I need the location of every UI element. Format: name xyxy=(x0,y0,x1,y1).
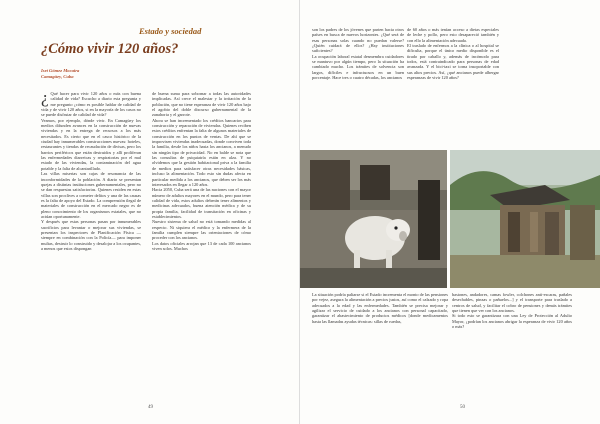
text-column-3 xyxy=(312,27,404,147)
text-column-1 xyxy=(41,91,141,409)
text-column-6 xyxy=(312,292,448,414)
paragraph: de buena suma para sobornar a todas las autoridades implicadas. Así crece el malestar y la irritación de la población, que no tiene esperanza de vivir 120 años bajo el agobio del doble discurso gubernamental de la zanahoria y el garrote. xyxy=(152,91,251,118)
paragraph: La ocupación laboral estatal desmembra cuidadores se mantuvo por algún tiempo, pero la situación ha cambiado mucho. Los trámites de solvencia son largos, difíciles e infructuosos en un buen porcentaje. Hace tres o cuatro décadas, los ancianos xyxy=(312,53,404,81)
paragraph: Qué hacer para vivir 120 años o más con buena calidad de vida? Escucho a diario esta pregunta y me pregunto ¿cómo es posible hablar de calidad de vida y de vivir 120 años, si en la mayoría de los casos no se puede disfrutar de calidad de vida? xyxy=(41,91,141,118)
paragraph: Nuestro sistema de salud no está tomando medidas al respecto. Ni siquiera el médico y la enfermera de la familia cumplen siempre las orientaciones de cómo proceder con los ancianos. xyxy=(152,219,251,241)
text-column-7 xyxy=(452,292,572,414)
drop-cap: ¿ xyxy=(41,91,49,107)
photo-dog-on-porch xyxy=(300,150,447,288)
page-number-left: 49 xyxy=(148,405,153,410)
paragraph: bastones, andadores, camas fowler, colchones anti-escaras, pañales desechables, pinzas o pañuelos...] y el transporte para traslado a centros de salud, y facilitar el cobro de pensiones y demás trámites que tienen que ver con los ancianos. xyxy=(452,292,572,314)
author-name: Iset Gómez Mocaira xyxy=(41,68,80,73)
paragraph: El traslado de enfermos a la clínica o al hospital se dificulta, porque el único medio disponible es el tirado por caballo y, además de incómodo para todos, está contraindicado para personas de edad avanzada. Y el bici-taxi se torna insoportable con sus altos precios. Así, ¿qué ancianos puede albergar esperanzas de vivir 120 años? xyxy=(407,43,499,81)
paragraph: Si todo esto se garantizara con una Ley de Protección al Adulto Mayor, ¿podrían los ancianos abrigar la esperanza de vivir 120 años o más? xyxy=(452,313,572,330)
paragraph: Las villas miserias son cajas de resonancia de las inconformidades de la población. A diario se presentan quejas a distintas instituciones gubernamentales, pero no se dan respuestas satisfactorias. Quienes residen en estas villas son proclives a cometer delitos y una de las causas es la falta de apoyo del Estado. La comprensión ilegal de materiales de construcción en el mercado negro es de pleno conocimiento de los organismos estatales, que no actúan oportunamente. xyxy=(41,171,141,219)
text-column-4 xyxy=(407,27,499,147)
paragraph: Y después que estas personas pasan por innumerables sacrificios para levantar o mejorar sus viviendas, se presentan los inspectores de Planificación Física —siempre en combinación con la Policía— para imponer multas, destruir lo construido y desalojar a los ocupantes, a menos que estos dispongan xyxy=(41,219,141,251)
paragraph: Ahora se han incrementado los créditos bancarios para construcción y reparación de viviendas. Quienes reciben estos créditos enfrentan la falta de algunos materiales de construcción en los puntos de ventas. De ahí que se improvisen viviendas inadecuadas, donde conviven toda la familia, desde los niños hasta los ancianos, a menudo sin ningún tipo de privacidad. No en balde se nota que las consultas de psiquiatría están en alza. Y no olvidemos que la gestión habitacional priva a la familia de medios para satisfacer otras necesidades básicas, incluso la alimentación. Todo esto sin dudas afecta en particular medida a los ancianos, que deben ser los más interesados en llegar a 120 años. xyxy=(152,117,251,187)
paragraph: La situación podría paliarse si el Estado incrementa el monto de las pensiones por vejez, asegura la alimentación a precios justos, así como el calzado y ropa adecuados a la edad y las enfermedades. También se precisa mejorar y agilizar el servicio de cuidado a los ancianos con personal capacitado, garantizar el abastecimiento de productos médicos [donde medicamentos hasta las llamadas ayudas técnicas: sillas de ruedas, xyxy=(312,292,448,324)
page-number-right: 50 xyxy=(460,405,465,410)
right-page xyxy=(300,0,600,424)
text-column-2 xyxy=(152,91,251,409)
author-byline xyxy=(41,68,79,80)
author-place: Camagüey, Cuba xyxy=(41,74,74,79)
paragraph: de 60 años o más tenían acceso a dietas especiales de leche y pollo, pero esto desapareció también y con ello la alimentación adecuada. xyxy=(407,27,499,43)
paragraph: Hacia 2050, Cuba será una de las naciones con el mayor número de adultos mayores en el mundo, pero para tener calidad de vida, estos adultos deberán tener alimentos y medicinas adecuados, buena atención médica y de su propia familia, facilidad de transitación en oficinas y establecimientos. xyxy=(152,187,251,219)
paragraph: Veamos, por ejemplo, dónde vivir. En Camagüey los medios difunden avances en la construcción de nuevas viviendas y en la entrega de recursos a los más necesitados. Es cierto que en el casco histórico de la ciudad hay innumerables construcciones nuevas: hoteles, restaurantes y tiendas de recaudación de divisas, pero los barrios periféricos que están destruidos y allí proliferan las enfermedades diarreicas y respiratorias por el mal estado de las viviendas, la contaminación del agua potable y la falta de alcantarillado. xyxy=(41,117,141,171)
photo-wooden-shack xyxy=(450,150,600,288)
section-label: Estado y sociedad xyxy=(139,26,202,36)
paragraph: Los datos oficiales arrojan que 13 de cada 100 ancianos viven solos. Muchos xyxy=(152,240,251,251)
article-title: ¿Cómo vivir 120 años? xyxy=(41,41,179,57)
paragraph: son los padres de los jóvenes que parten hacia otros países en busca de nuevos horizontes. ¿Qué será de esas personas solas cuando no puedan valerse? ¿Quién cuidará de ellos? ¿Hay instituciones suficientes? xyxy=(312,27,404,54)
